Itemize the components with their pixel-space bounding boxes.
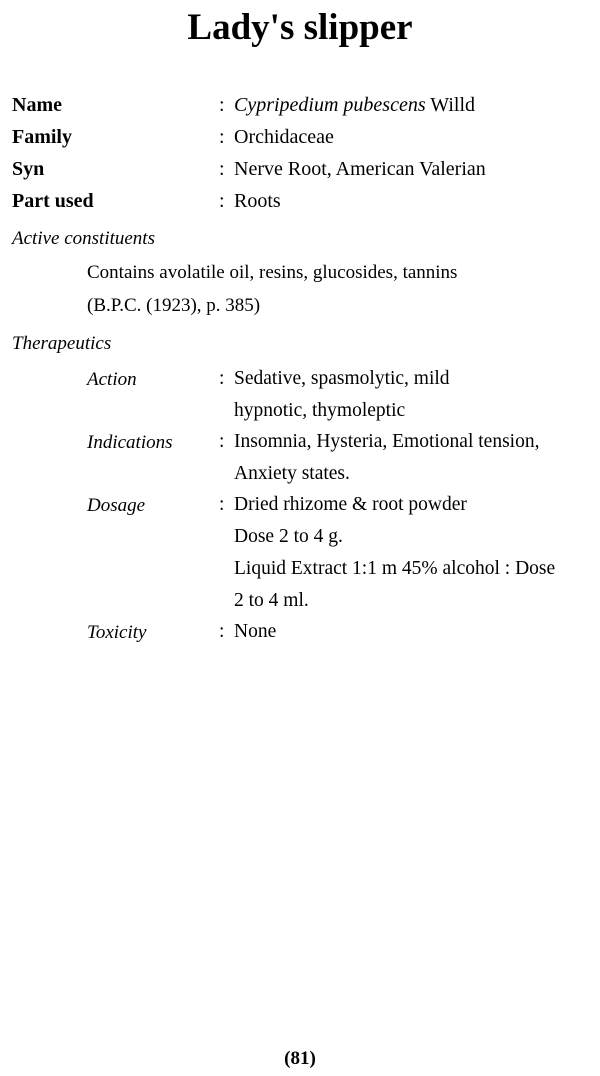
- indications-line: Anxiety states.: [234, 463, 350, 484]
- active-constituents-heading: Active constituents: [12, 228, 155, 249]
- colon: :: [219, 368, 225, 389]
- dosage-line: Dried rhizome & root powder: [234, 494, 467, 515]
- toxicity-label: Toxicity: [87, 622, 147, 643]
- therapeutics-heading: Therapeutics: [12, 333, 112, 354]
- part-used-label: Part used: [12, 190, 94, 212]
- part-used-value: Roots: [234, 190, 281, 212]
- active-constituents-line: (B.P.C. (1923), p. 385): [87, 295, 261, 316]
- colon: :: [219, 190, 225, 212]
- indications-line: Insomnia, Hysteria, Emotional tension,: [234, 431, 540, 452]
- dosage-label: Dosage: [87, 495, 146, 516]
- action-label: Action: [87, 369, 137, 390]
- colon: :: [219, 94, 225, 116]
- dosage-line: Dose 2 to 4 g.: [234, 526, 343, 547]
- colon: :: [219, 126, 225, 148]
- name-value-author: Willd: [425, 94, 476, 116]
- page-title: Lady's slipper: [187, 7, 413, 48]
- colon: :: [219, 621, 225, 642]
- active-constituents-line: Contains avolatile oil, resins, glucosides, tannins: [87, 262, 458, 283]
- family-value: Orchidaceae: [234, 126, 334, 148]
- indications-label: Indications: [87, 432, 173, 453]
- colon: :: [219, 431, 225, 452]
- syn-label: Syn: [12, 158, 45, 180]
- action-line: Sedative, spasmolytic, mild: [234, 368, 450, 389]
- dosage-line: 2 to 4 ml.: [234, 590, 309, 611]
- name-value-botanical: Cypripedium pubescens: [234, 94, 426, 116]
- page-number: (81): [284, 1048, 316, 1069]
- family-label: Family: [12, 126, 72, 148]
- action-line: hypnotic, thymoleptic: [234, 400, 406, 421]
- toxicity-value: None: [234, 621, 277, 642]
- colon: :: [219, 494, 225, 515]
- name-value: [234, 93, 475, 117]
- dosage-line: Liquid Extract 1:1 m 45% alcohol : Dose: [234, 558, 556, 579]
- syn-value: Nerve Root, American Valerian: [234, 158, 486, 180]
- colon: :: [219, 158, 225, 180]
- name-label: Name: [12, 94, 62, 116]
